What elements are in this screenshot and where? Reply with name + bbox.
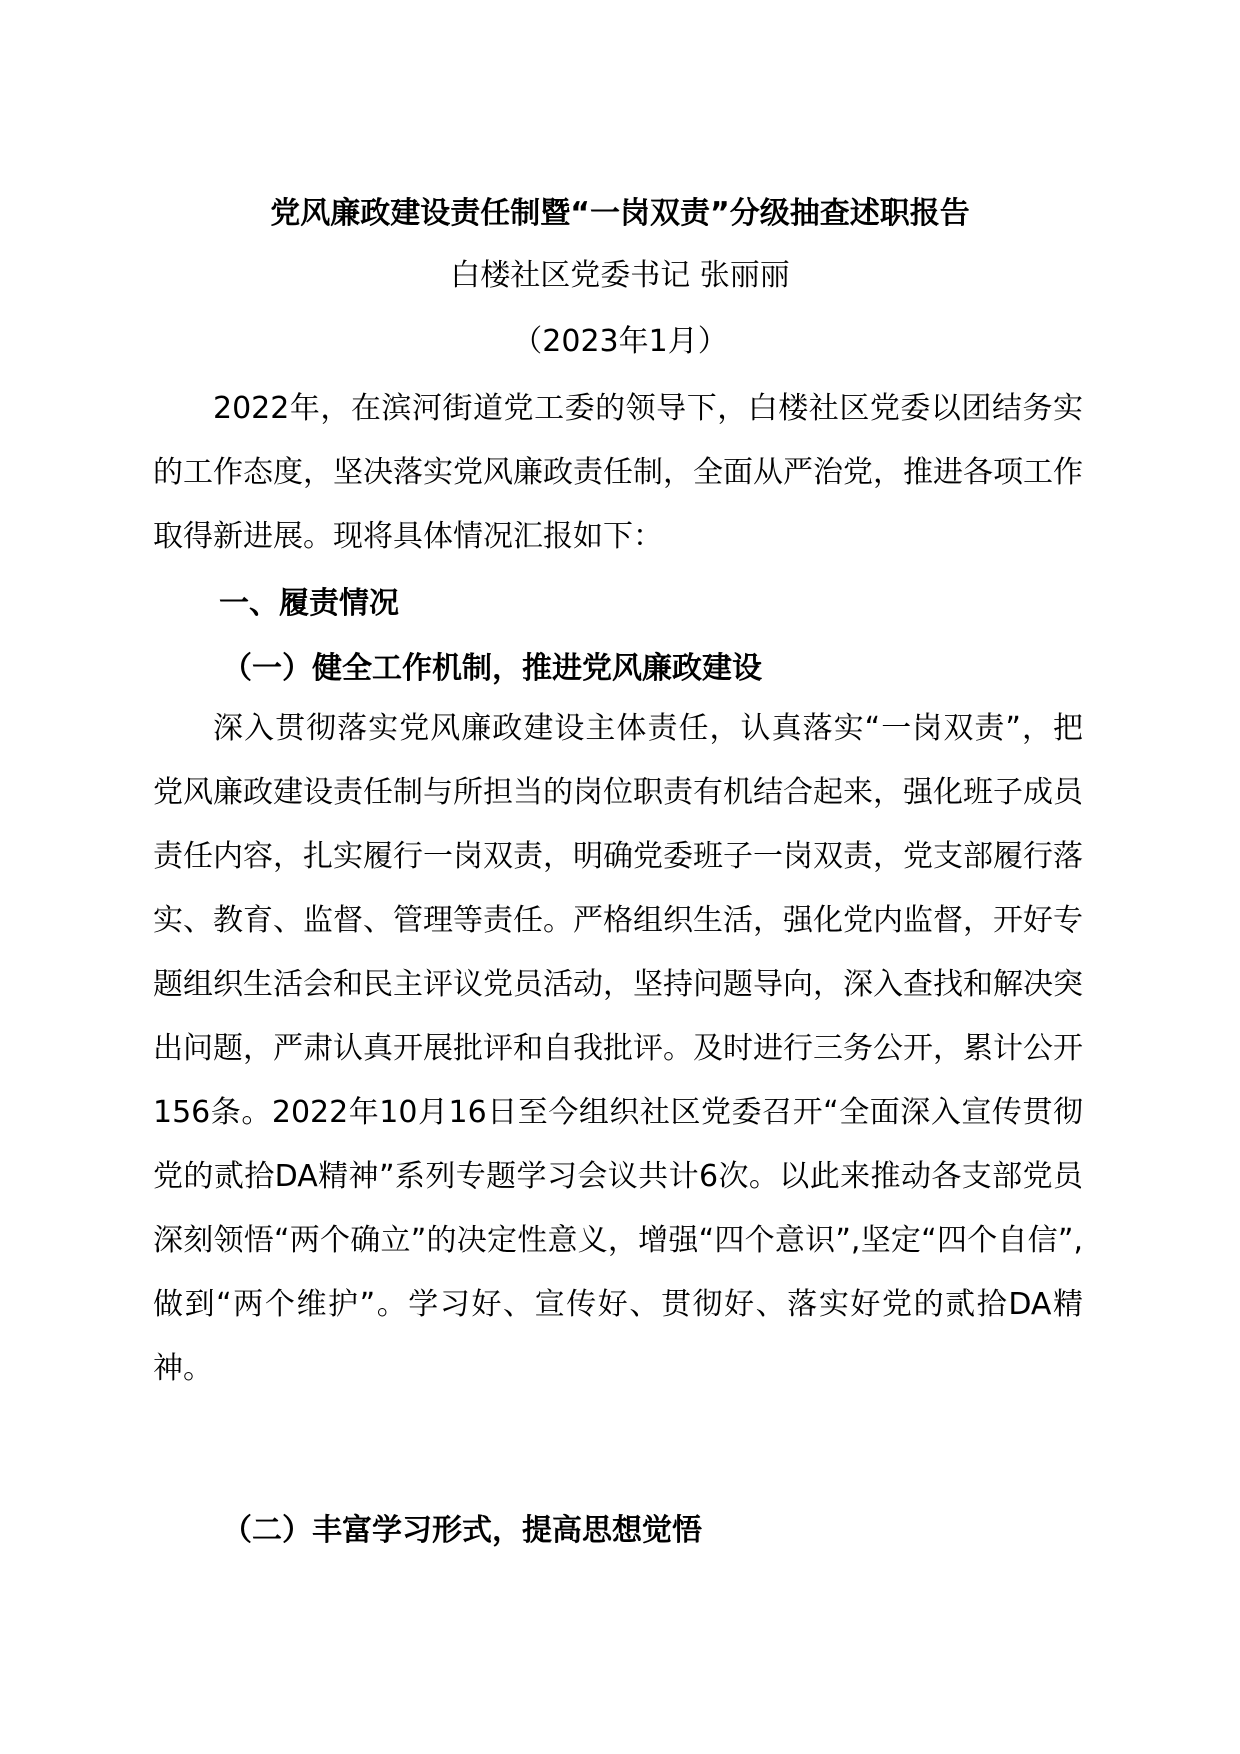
document-title: 党风廉政建设责任制暨“一岗双责”分级抽查述职报告 [270, 196, 970, 231]
section-heading-1: 一、履责情况 [219, 586, 399, 621]
subsection-heading-1: （一）健全工作机制，推进党风廉政建设 [222, 651, 762, 686]
document-date: （2023年1月） [512, 324, 728, 359]
subsection-heading-2: （二）丰富学习形式，提高思想觉悟 [222, 1513, 702, 1548]
document-author: 白楼社区党委书记 张丽丽 [450, 258, 790, 293]
subsection-1-body: 深入贯彻落实党风廉政建设主体责任，认真落实“一岗双责”，把党风廉政建设责任制与所担当的岗位职责有机结合起来，强化班子成员责任内容，扎实履行一岗双责，明确党委班子一岗双责，党支部履行落实、教育、监督、管理等责任。严格组织生活，强化党内监督，开好专题组织生活会和民主评议党员活动，坚持问题导向，深入查找和解决突出问题，严肃认真开展批评和自我批评。及时进行三务公开，累计公开156条。2022年10月16日至今组织社区党委召开“全面深入宣传贯彻党的贰拾DA精神”系列专题学习会议共计6次。以此来推动各支部党员深刻领悟“两个确立”的决定性意义，增强“四个意识”,坚定“四个自信”,做到“两个维护”。学习好、宣传好、贯彻好、落实好党的贰拾DA精神。 [153, 711, 1083, 1386]
intro-paragraph: 2022年，在滨河街道党工委的领导下，白楼社区党委以团结务实的工作态度，坚决落实党风廉政责任制，全面从严治党，推进各项工作取得新进展。现将具体情况汇报如下： [153, 391, 1083, 554]
